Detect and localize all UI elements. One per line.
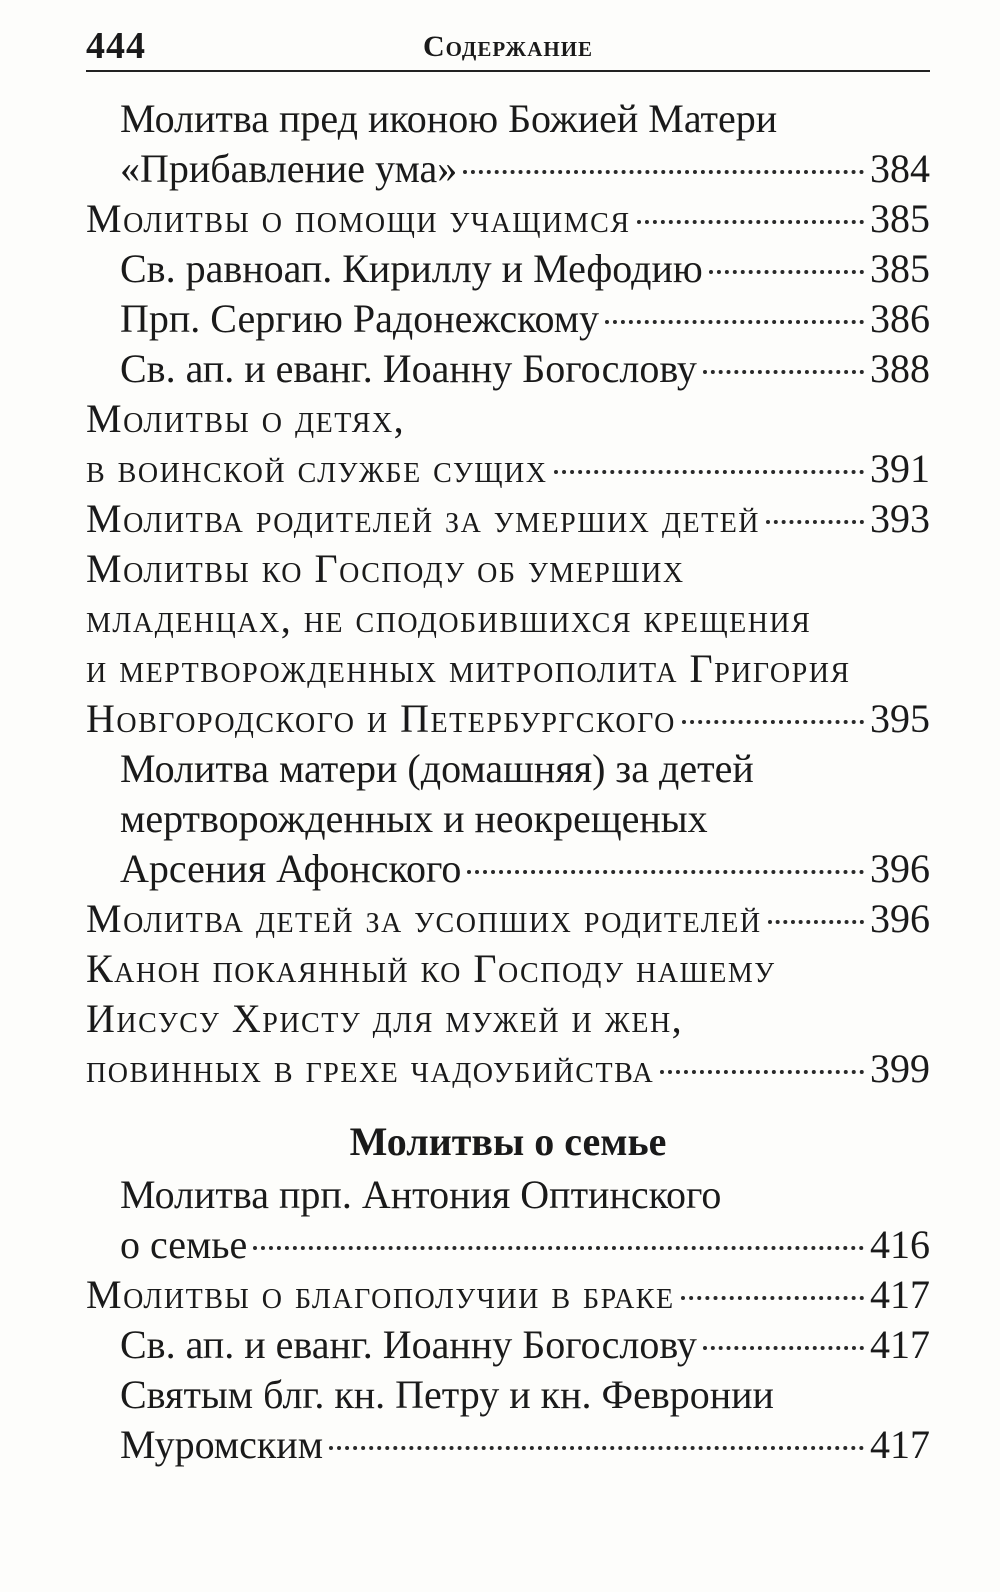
toc-entry-title: Святым блг. кн. Петру и кн. Февронии <box>120 1372 774 1417</box>
running-head: Содержание <box>422 30 594 63</box>
dot-leader <box>463 170 864 174</box>
toc-entry-title: повинных в грехе чадоубийства <box>86 1046 655 1091</box>
toc-entry-title: младенцах, не сподобившихся крещения <box>86 596 812 641</box>
toc-entry-title: Молитвы ко Господу об умерших <box>86 546 685 591</box>
toc-entry-title: и мертворожденных митрополита Григория <box>86 646 851 691</box>
toc-entry-title: Молитвы о детях, <box>86 396 406 441</box>
toc-entry-title: мертворожденных и неокрещеных <box>120 796 708 841</box>
toc-entry <box>86 1370 930 1420</box>
toc-entry <box>86 594 930 644</box>
toc-entry-title: Св. равноап. Кириллу и Мефодию <box>120 246 703 291</box>
toc-entry <box>86 394 930 444</box>
toc-entry <box>86 1270 930 1320</box>
toc-entry <box>86 544 930 594</box>
toc-entry-page: 388 <box>870 346 930 391</box>
toc-entry-title: Иисусу Христу для мужей и жен, <box>86 996 684 1041</box>
toc-entry-page: 385 <box>870 246 930 291</box>
dot-leader <box>703 1346 864 1350</box>
toc-entry-page: 384 <box>870 146 930 191</box>
dot-leader <box>660 1070 864 1074</box>
toc-entry-title: Арсения Афонского <box>120 846 462 891</box>
toc-entry-page: 393 <box>870 496 930 541</box>
dot-leader <box>709 270 864 274</box>
toc-entry <box>86 444 930 494</box>
toc-entry-title: о семье <box>120 1222 248 1267</box>
toc-entry-page: 396 <box>870 896 930 941</box>
toc-entry <box>86 244 930 294</box>
toc-entry-page: 395 <box>870 696 930 741</box>
toc-entry <box>86 994 930 1044</box>
toc-entry-title: Молитва прп. Антония Оптинского <box>120 1172 722 1217</box>
section-title: Молитвы о семье <box>349 1119 667 1164</box>
toc-entry <box>86 1420 930 1470</box>
page-number: 444 <box>86 25 146 67</box>
toc-entry-title: в воинской службе сущих <box>86 446 548 491</box>
toc-entry <box>86 144 930 194</box>
toc-entry <box>86 94 930 144</box>
toc-entry <box>86 494 930 544</box>
toc-entry-title: Молитва матери (домашняя) за детей <box>120 746 754 791</box>
toc-entry <box>86 944 930 994</box>
toc-entry-title: Канон покаянный ко Господу нашему <box>86 946 776 991</box>
toc-entry <box>86 694 930 744</box>
dot-leader <box>681 1296 864 1300</box>
toc-entry-title: Новгородского и Петербургского <box>86 696 676 741</box>
toc-entry <box>86 344 930 394</box>
toc-entry <box>86 894 930 944</box>
toc-entry-page: 417 <box>870 1322 930 1367</box>
toc-entry-page: 386 <box>870 296 930 341</box>
dot-leader <box>637 220 864 224</box>
dot-leader <box>682 720 864 724</box>
toc-entry <box>86 794 930 844</box>
toc-entry-title: Св. ап. и еванг. Иоанну Богослову <box>120 346 697 391</box>
toc-part-2 <box>86 1170 930 1470</box>
page-header <box>86 22 930 72</box>
toc-entry <box>86 1044 930 1094</box>
toc-entry-title: «Прибавление ума» <box>120 146 458 191</box>
dot-leader <box>554 470 865 474</box>
toc-part-1 <box>86 94 930 1094</box>
toc-entry-page: 399 <box>870 1046 930 1091</box>
toc-entry-page: 396 <box>870 846 930 891</box>
toc-entry <box>86 294 930 344</box>
toc-entry-page: 416 <box>870 1222 930 1267</box>
toc-entry-page: 417 <box>870 1422 930 1467</box>
toc-entry-page: 385 <box>870 196 930 241</box>
toc-entry <box>86 644 930 694</box>
dot-leader <box>467 870 864 874</box>
dot-leader <box>766 520 864 524</box>
toc-entry-page: 417 <box>870 1272 930 1317</box>
toc-entry-title: Молитва пред иконою Божией Матери <box>120 96 778 141</box>
dot-leader <box>605 320 864 324</box>
toc-entry-title: Молитвы о благополучии в браке <box>86 1272 675 1317</box>
dot-leader <box>768 920 864 924</box>
toc-entry-title: Муромским <box>120 1422 324 1467</box>
toc-entry-title: Молитва родителей за умерших детей <box>86 496 761 541</box>
table-of-contents <box>86 94 930 1470</box>
toc-entry <box>86 1320 930 1370</box>
dot-leader <box>329 1446 864 1450</box>
toc-entry <box>86 744 930 794</box>
toc-entry-title: Прп. Сергию Радонежскому <box>120 296 600 341</box>
toc-entry <box>86 1220 930 1270</box>
dot-leader <box>703 370 864 374</box>
toc-entry <box>86 1170 930 1220</box>
toc-entry-page: 391 <box>870 446 930 491</box>
toc-entry-title: Молитва детей за усопших родителей <box>86 896 762 941</box>
dot-leader <box>253 1246 864 1250</box>
toc-entry-title: Св. ап. и еванг. Иоанну Богослову <box>120 1322 697 1367</box>
toc-entry <box>86 844 930 894</box>
toc-entry-title: Молитвы о помощи учащимся <box>86 196 631 241</box>
toc-entry <box>86 194 930 244</box>
